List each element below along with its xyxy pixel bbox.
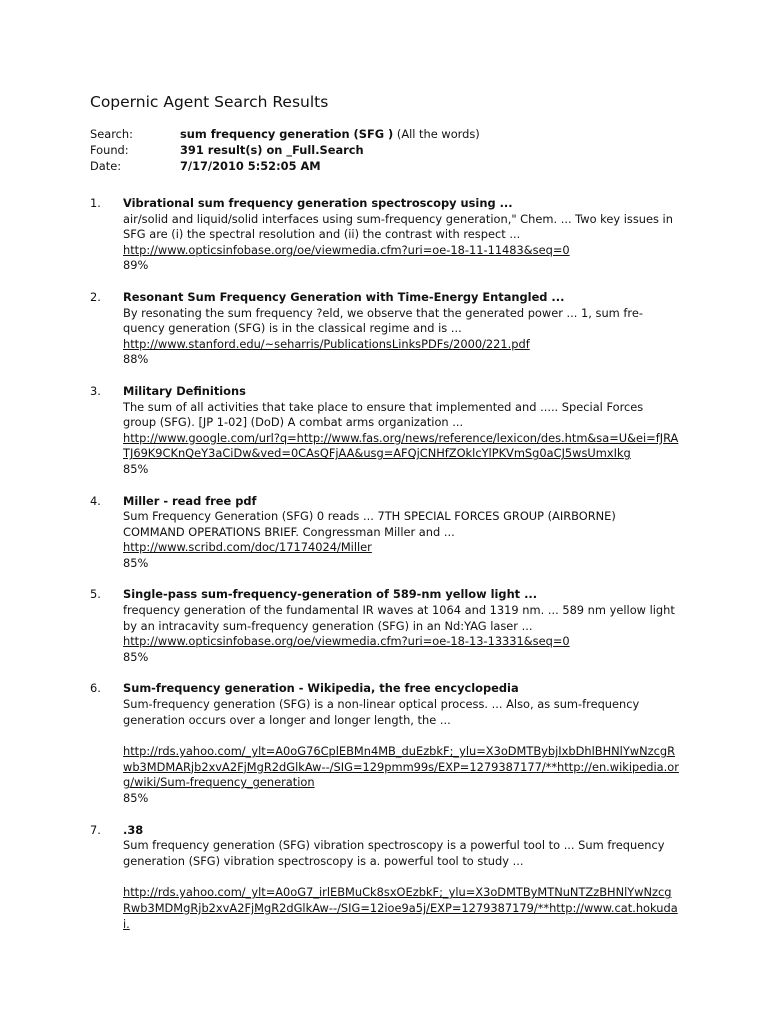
search-mode: (All the words) — [396, 127, 480, 141]
result-score: 85% — [123, 461, 149, 476]
date-row — [90, 158, 690, 174]
result-title: Military Definitions — [123, 383, 246, 398]
result-item — [90, 681, 690, 806]
result-title: Miller - read free pdf — [123, 493, 257, 508]
result-snippet: The sum of all activities that take place to ensure that implemented and ..... Special Forces group (SFG). [JP 1-02] (DoD) A combat arms organization ... — [123, 399, 644, 430]
date-label: Date: — [90, 159, 122, 173]
result-title: Resonant Sum Frequency Generation with Time-Energy Entangled ... — [123, 289, 565, 304]
result-link[interactable]: http://rds.yahoo.com/_ylt=A0oG76CplEBMn4MB_duEzbkF;_ylu=X3oDMTBybjIxbDhlBHNlYwNzcgRwb3MDMARjb2xvA2FjMgR2dGlkAw--/SIG=129pmm99s/EXP=1279387177/**http://en.wikipedia.org/wiki/Sum-frequency_generation — [123, 744, 679, 790]
result-number: 3. — [90, 383, 101, 398]
result-item — [90, 290, 690, 368]
date-text: 7/17/2010 5:52:05 AM — [180, 159, 321, 173]
result-item — [90, 196, 690, 274]
result-score: 85% — [123, 649, 149, 664]
search-label: Search: — [90, 127, 133, 141]
result-link[interactable]: http://www.stanford.edu/~seharris/PublicationsLinksPDFs/2000/221.pdf — [123, 336, 530, 351]
spacer — [123, 869, 679, 885]
found-label: Found: — [90, 143, 129, 157]
result-title: Sum-frequency generation - Wikipedia, the free encyclopedia — [123, 681, 519, 696]
result-number: 5. — [90, 587, 101, 602]
result-score: 89% — [123, 258, 149, 273]
result-body — [123, 196, 679, 274]
result-link[interactable]: http://www.opticsinfobase.org/oe/viewmedia.cfm?uri=oe-18-11-11483&seq=0 — [123, 242, 570, 257]
result-item — [90, 494, 690, 572]
result-snippet: By resonating the sum frequency ?eld, we observe that the generated power ... 1, sum fre- quency generation (SFG) is in the classical regime and is ... — [123, 305, 643, 336]
document-page — [90, 92, 690, 948]
result-body — [123, 823, 679, 933]
result-score: 85% — [123, 791, 149, 805]
result-number: 1. — [90, 196, 101, 210]
result-body — [123, 290, 679, 368]
result-title: Vibrational sum frequency generation spectroscopy using ... — [123, 196, 513, 210]
spacer — [123, 728, 679, 744]
results-list — [90, 196, 690, 932]
date-value — [180, 158, 321, 174]
result-snippet: Sum frequency generation (SFG) vibration spectroscopy is a powerful tool to ... Sum frequency generation (SFG) vibration spectroscopy is a. powerful tool to study ... — [123, 838, 665, 868]
result-score: 88% — [123, 352, 149, 367]
result-link[interactable]: http://rds.yahoo.com/_ylt=A0oG7_irlEBMuCk8sxOEzbkF;_ylu=X3oDMTByMTNuNTZzBHNlYwNzcgRwb3MDMgRjb2xvA2FjMgR2dGlkAw--/SIG=12ioe9a5j/EXP=1279387179/**http://www.cat.hokudai. — [123, 885, 678, 931]
result-link[interactable]: http://www.google.com/url?q=http://www.fas.org/news/reference/lexicon/des.htm&sa=U&ei=fJRATJ69K9CKnQeY3aCiDw&ved=0CAsQFjAA&usg=AFQjCNHfZOklcYlPKVmSg0aCJ5wsUmxIkg — [123, 430, 679, 461]
search-query: sum frequency generation (SFG ) — [180, 127, 394, 141]
result-snippet: Sum-frequency generation (SFG) is a non-linear optical process. ... Also, as sum-frequency generation occurs over a longer and longer length, the ... — [123, 697, 640, 727]
page-title: Copernic Agent Search Results — [90, 93, 329, 111]
result-link[interactable]: http://www.opticsinfobase.org/oe/viewmedia.cfm?uri=oe-18-13-13331&seq=0 — [123, 634, 570, 649]
result-body — [123, 384, 679, 478]
result-number: 6. — [90, 681, 101, 696]
result-body — [123, 494, 679, 572]
search-row — [90, 126, 690, 142]
result-body — [123, 681, 679, 806]
result-link[interactable]: http://www.scribd.com/doc/17174024/Miller — [123, 540, 372, 555]
search-summary — [90, 126, 690, 174]
result-item — [90, 823, 690, 933]
found-value — [180, 142, 364, 158]
result-title: Single-pass sum-frequency-generation of 589-nm yellow light ... — [123, 587, 538, 602]
result-body — [123, 587, 679, 665]
result-number: 7. — [90, 822, 101, 837]
found-row — [90, 142, 690, 158]
result-snippet: air/solid and liquid/solid interfaces using sum-frequency generation," Chem. ... Two key issues in SFG are (i) the spectral resolution and (ii) the contrast with respect ... — [123, 211, 673, 242]
result-item — [90, 384, 690, 478]
search-value — [180, 126, 480, 142]
result-snippet: frequency generation of the fundamental IR waves at 1064 and 1319 nm. ... 589 nm yellow light by an intracavity sum-frequency generation (SFG) in an Nd:YAG laser ... — [123, 603, 675, 633]
result-title: .38 — [123, 822, 144, 837]
result-item — [90, 587, 690, 665]
result-score: 85% — [123, 555, 149, 570]
found-count: 391 result(s) on _Full.Search — [180, 143, 364, 157]
result-number: 4. — [90, 493, 101, 508]
result-number: 2. — [90, 289, 101, 304]
result-snippet: Sum Frequency Generation (SFG) 0 reads ... 7TH SPECIAL FORCES GROUP (AIRBORNE) COMMAND OPERATIONS BRIEF. Congressman Miller and ... — [123, 509, 616, 539]
